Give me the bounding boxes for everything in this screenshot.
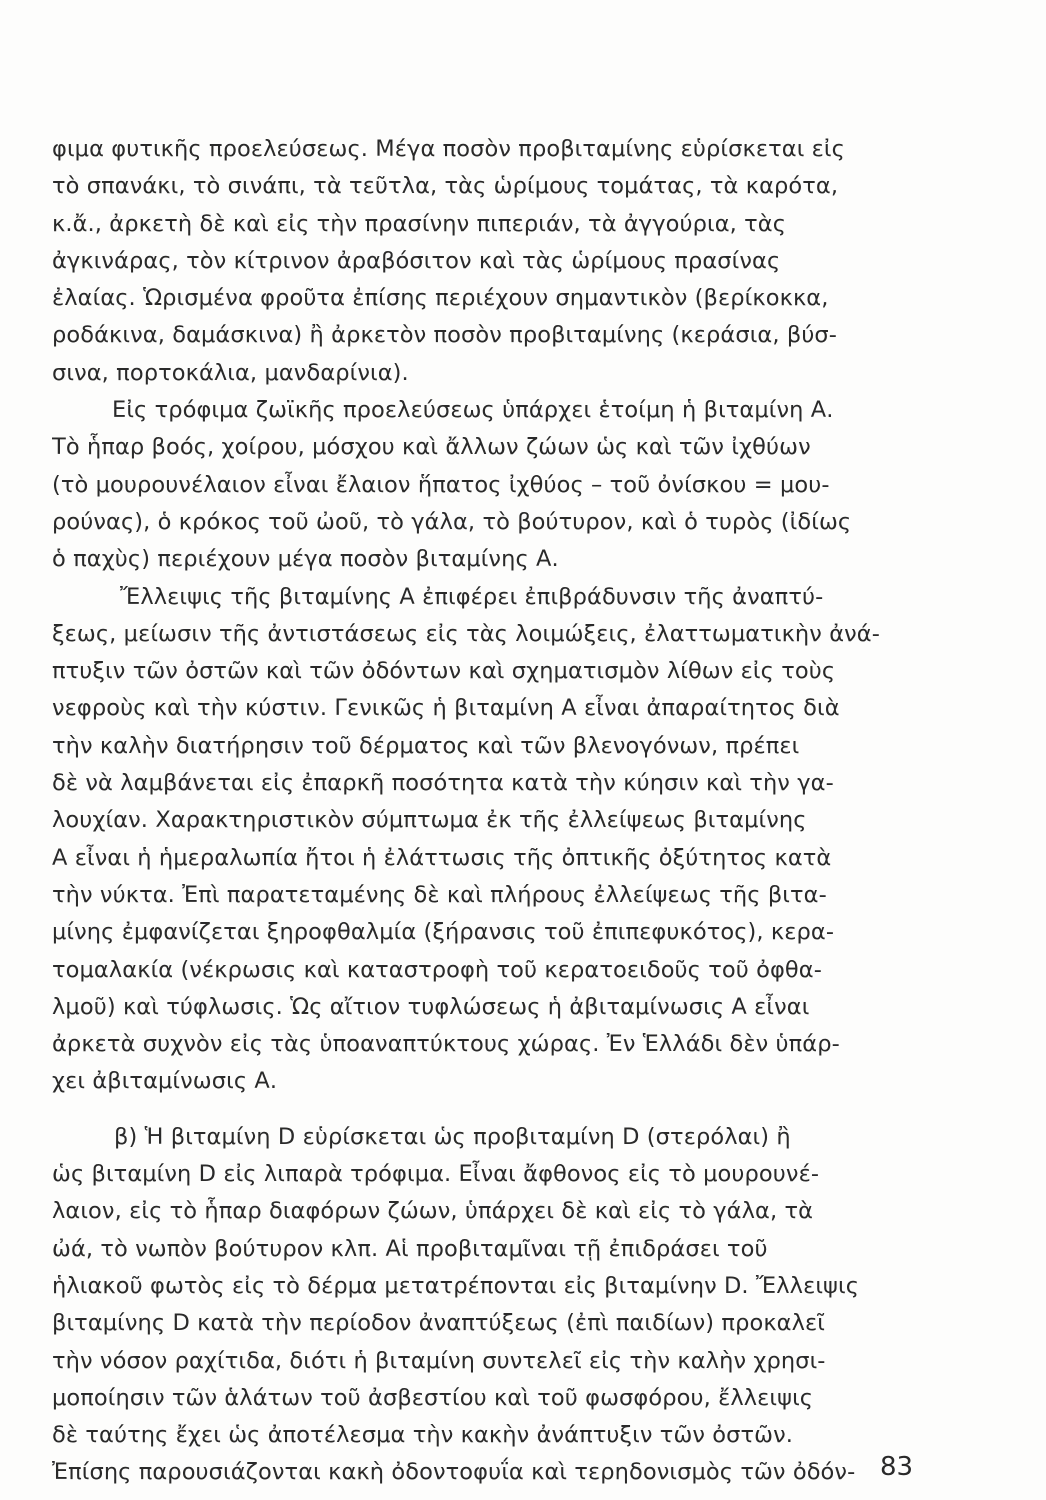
text-line: β) Ἡ βιταμίνη D εὑρίσκεται ὡς προβιταμίνη D (στερόλαι) ἢ <box>114 1123 791 1150</box>
text-line: λμοῦ) καὶ τύφλωσις. Ὡς αἴτιον τυφλώσεως ἡ ἀβιταμίνωσις Α εἶναι <box>52 993 810 1020</box>
text-line: δὲ ταύτης ἔχει ὡς ἀποτέλεσμα τὴν κακὴν ἀνάπτυξιν τῶν ὀστῶν. <box>52 1422 794 1449</box>
text-line: τὸ σπανάκι, τὸ σινάπι, τὰ τεῦτλα, τὰς ὡρίμους τομάτας, τὰ καρότα, <box>52 173 839 200</box>
paragraph-gap <box>52 1101 912 1119</box>
text-line: τομαλακία (νέκρωσις καὶ καταστροφὴ τοῦ κερατοειδοῦς τοῦ ὀφθα- <box>52 956 822 983</box>
text-line: μίνης ἐμφανίζεται ξηροφθαλμία (ξήρανσις τοῦ ἐπιπεφυκότος), κερα- <box>52 919 835 946</box>
text-line: βιταμίνης D κατὰ τὴν περίοδον ἀναπτύξεως (ἐπὶ παιδίων) προκαλεῖ <box>52 1310 826 1337</box>
text-line: σινα, πορτοκάλια, μανδαρίνια). <box>52 359 409 386</box>
text-line: κ.ἄ., ἀρκετὴ δὲ καὶ εἰς τὴν πρασίνην πιπεριάν, τὰ ἀγγούρια, τὰς <box>52 210 787 237</box>
text-line: ἡλιακοῦ φωτὸς εἰς τὸ δέρμα μετατρέπονται εἰς βιταμίνην D. Ἔλλειψις <box>52 1272 860 1299</box>
text-line: πτυξιν τῶν ὀστῶν καὶ τῶν ὀδόντων καὶ σχηματισμὸν λίθων εἰς τοὺς <box>52 658 836 685</box>
text-line: ἐλαίας. Ὡρισμένα φροῦτα ἐπίσης περιέχουν σημαντικὸν (βερίκοκκα, <box>52 285 829 312</box>
text-line: τὴν νύκτα. Ἐπὶ παρατεταμένης δὲ καὶ πλήρους ἐλλείψεως τῆς βιτα- <box>52 881 827 908</box>
text-line: ξεως, μείωσιν τῆς ἀντιστάσεως εἰς τὰς λοιμώξεις, ἐλαττωματικὴν ἀνά- <box>52 620 880 647</box>
text-line: (τὸ μουρουνέλαιον εἶναι ἔλαιον ἥπατος ἰχθύος – τοῦ ὀνίσκου = μου- <box>52 471 830 498</box>
text-line: ἀρκετὰ συχνὸν εἰς τὰς ὑποαναπτύκτους χώρας. Ἐν Ἑλλάδι δὲν ὑπάρ- <box>52 1031 840 1058</box>
text-line: Τὸ ἧπαρ βοός, χοίρου, μόσχου καὶ ἄλλων ζώων ὡς καὶ τῶν ἰχθύων <box>52 434 811 461</box>
text-line: τὴν νόσον ραχίτιδα, διότι ἡ βιταμίνη συντελεῖ εἰς τὴν καλὴν χρησι- <box>52 1347 826 1374</box>
text-line: λαιον, εἰς τὸ ἧπαρ διαφόρων ζώων, ὑπάρχει δὲ καὶ εἰς τὸ γάλα, τὰ <box>52 1198 814 1225</box>
text-line: ἀγκινάρας, τὸν κίτρινον ἀραβόσιτον καὶ τὰς ὡρίμους πρασίνας <box>52 247 781 274</box>
page-number: 83 <box>880 1452 914 1482</box>
text-line: δὲ νὰ λαμβάνεται εἰς ἐπαρκῆ ποσότητα κατὰ τὴν κύησιν καὶ τὴν γα- <box>52 770 834 797</box>
text-line: χει ἀβιταμίνωσις Α. <box>52 1068 278 1095</box>
body-text <box>52 131 912 1492</box>
text-line: ὠά, τὸ νωπὸν βούτυρον κλπ. Αἱ προβιταμῖναι τῇ ἐπιδράσει τοῦ <box>52 1235 768 1262</box>
text-line: Α εἶναι ἡ ἡμεραλωπία ἤτοι ἡ ἐλάττωσις τῆς ὀπτικῆς ὀξύτητος κατὰ <box>52 844 832 871</box>
text-line: ὡς βιταμίνη D εἰς λιπαρὰ τρόφιμα. Εἶναι ἄφθονος εἰς τὸ μουρουνέ- <box>52 1161 820 1188</box>
text-line: λουχίαν. Χαρακτηριστικὸν σύμπτωμα ἐκ τῆς ἐλλείψεως βιταμίνης <box>52 807 807 834</box>
text-line: φιμα φυτικῆς προελεύσεως. Μέγα ποσὸν προβιταμίνης εὑρίσκεται εἰς <box>52 136 845 162</box>
text-line: ρούνας), ὁ κρόκος τοῦ ὠοῦ, τὸ γάλα, τὸ βούτυρον, καὶ ὁ τυρὸς (ἰδίως <box>52 508 852 535</box>
text-line: ροδάκινα, δαμάσκινα) ἢ ἀρκετὸν ποσὸν προβιταμίνης (κεράσια, βύσ- <box>52 322 838 349</box>
text-line: Ἔλλειψις τῆς βιταμίνης Α ἐπιφέρει ἐπιβράδυνσιν τῆς ἀναπτύ- <box>120 583 824 610</box>
text-line: ὁ παχὺς) περιέχουν μέγα ποσὸν βιταμίνης Α. <box>52 546 559 573</box>
text-line: νεφροὺς καὶ τὴν κύστιν. Γενικῶς ἡ βιταμίνη Α εἶναι ἀπαραίτητος διὰ <box>52 695 840 722</box>
text-line: τὴν καλὴν διατήρησιν τοῦ δέρματος καὶ τῶν βλενογόνων, πρέπει <box>52 732 800 759</box>
text-line: Εἰς τρόφιμα ζωϊκῆς προελεύσεως ὑπάρχει ἑτοίμη ἡ βιταμίνη Α. <box>112 397 834 424</box>
text-line: Ἐπίσης παρουσιάζονται κακὴ ὀδοντοφυΐα καὶ τερηδονισμὸς τῶν ὀδόν- <box>52 1459 856 1486</box>
text-line: μοποίησιν τῶν ἁλάτων τοῦ ἀσβεστίου καὶ τοῦ φωσφόρου, ἔλλειψις <box>52 1384 814 1411</box>
